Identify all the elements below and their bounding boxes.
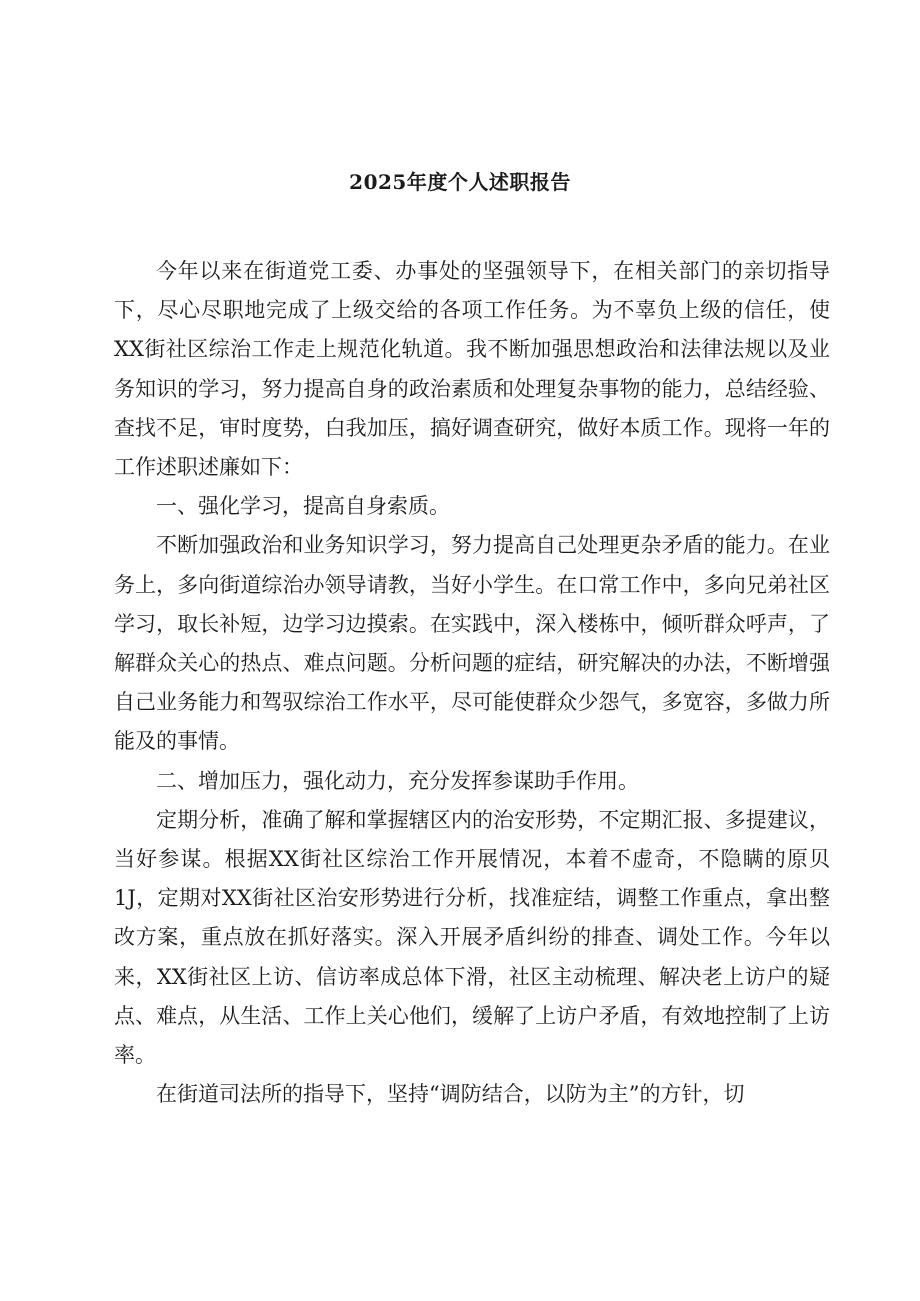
paragraph-intro: 今年以来在街道党工委、办事处的坚强领导下，在相关部门的亲切指导下，尽心尽职地完成了上级交给的各项工作任务。为不辜负上级的信任，使XX街社区综治工作走上规范化轨道。我不断加强思想政治和法律法规以及业务知识的学习，努力提高自身的政治素质和处理复杂事物的能力，总结经验、查找不足，审时度势，白我加压，搞好调查研究，做好本质工作。现将一年的工作述职述廉如下：: [114, 259, 830, 480]
document-title: 2025年度个人述职报告: [349, 170, 571, 194]
section-heading-1: 一、强化学习，提高自身索质。: [156, 494, 450, 519]
section-heading-2: 二、增加压力，强化动力，充分发挥参谋助手作用。: [156, 768, 639, 793]
paragraph-section-2-continued: 在街道司法所的指导下，坚持“调防结合，以防为主”的方针，切: [156, 1082, 745, 1107]
document-body: [114, 252, 830, 1114]
paragraph-section-2: 定期分析，准确了解和掌握辖区内的治安形势，不定期汇报、多提建议，当好参谋。根据XX街社区综治工作开展情况，本着不虚奇，不隐瞒的原贝1J，定期对XX街社区治安形势进行分析，找准症结，调整工作重点，拿出整改方案，重点放在抓好落实。深入开展矛盾纠纷的排查、调处工作。今年以来，XX街社区上访、信访率成总体下滑，社区主动梳理、解决老上访户的疑点、难点，从生活、工作上关心他们，缓解了上访户矛盾，有效地控制了上访率。: [114, 807, 830, 1068]
paragraph-section-1: 不断加强政治和业务知识学习，努力提高自己处理更杂矛盾的能力。在业务上，多向街道综治办领导请教，当好小学生。在口常工作中，多向兄弟社区学习，取长补短，边学习边摸索。在实践中，深入楼栋中，倾听群众呼声，了解群众关心的热点、难点问题。分析问题的症结，研究解决的办法，不断增强自己业务能力和驾驭综治工作水平，尽可能使群众少怨气，多宽容，多做力所能及的事情。: [114, 533, 830, 754]
